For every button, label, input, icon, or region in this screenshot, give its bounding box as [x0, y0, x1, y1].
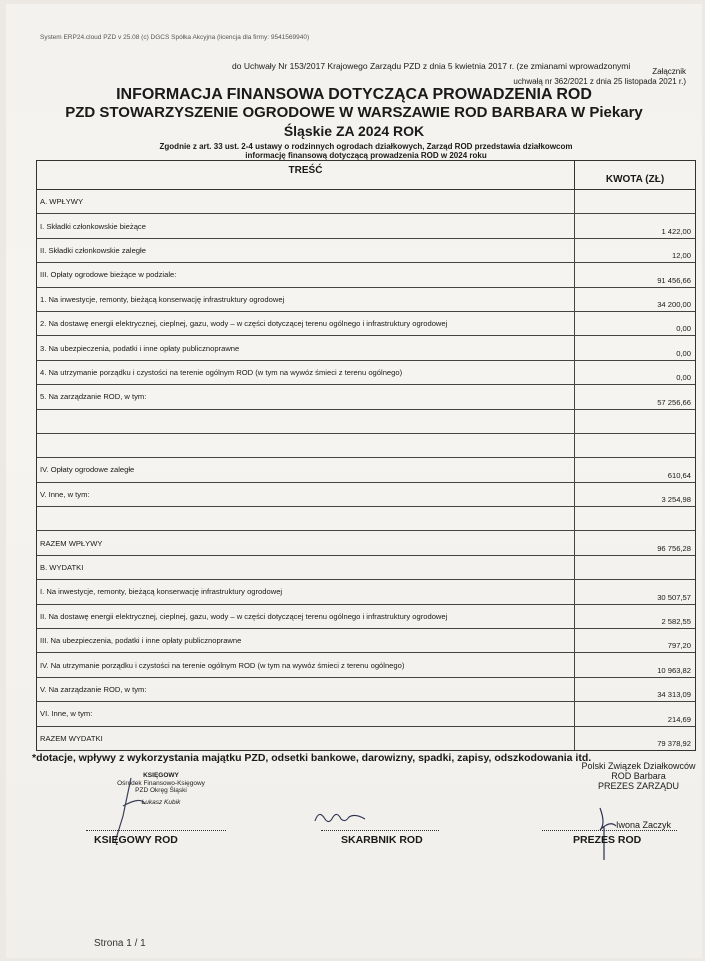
row-label — [37, 410, 575, 433]
table-row — [37, 361, 695, 385]
column-header-content: TREŚĆ — [37, 161, 575, 189]
row-amount — [575, 434, 695, 457]
system-line: System ERP24.cloud PZD v 25.08 (c) DGCS Spółka Akcyjna (licencja dla firmy: 9541569940) — [40, 34, 310, 41]
row-label: VI. Inne, w tym: — [37, 702, 575, 725]
row-label: B. WYDATKI — [37, 556, 575, 579]
finance-table — [36, 160, 696, 751]
treasurer-signature-line — [321, 830, 439, 832]
footnote: *dotacje, wpływy z wykorzystania majątku PZD, odsetki bankowe, darowizny, spadki, zapisy, odszkodowania itd. — [32, 752, 592, 764]
president-role: PREZES ROD — [573, 834, 642, 846]
table-row — [37, 239, 695, 263]
table-row — [37, 288, 695, 312]
row-amount: 91 456,66 — [657, 275, 691, 285]
table-row — [37, 263, 695, 287]
row-amount: 0,00 — [676, 324, 691, 334]
table-row — [37, 605, 695, 629]
stamp-line: PREZES ZARZĄDU — [597, 781, 679, 791]
row-amount: 10 963,82 — [657, 665, 691, 675]
row-amount: 96 756,28 — [657, 543, 691, 553]
table-row — [37, 727, 695, 750]
stamp-line: Łukasz Kubik — [141, 798, 181, 806]
accountant-role: KSIĘGOWY ROD — [94, 834, 178, 846]
treasurer-signature — [311, 807, 371, 829]
table-row — [37, 336, 695, 360]
treasurer-role: SKARBNIK ROD — [341, 834, 423, 846]
row-label: 4. Na utrzymanie porządku i czystości na terenie ogólnym ROD (w tym na wywóz śmieci z terenu ogólnego) — [37, 361, 575, 384]
row-label: 2. Na dostawę energii elektrycznej, cieplnej, gazu, wody – w części dotyczącej terenu ogólnego i infrastruktury ogrodowej — [37, 312, 575, 335]
row-amount: 2 582,55 — [661, 617, 691, 627]
president-signature-line — [542, 830, 677, 832]
row-label: I. Na inwestycje, remonty, bieżącą konserwację infrastruktury ogrodowej — [37, 580, 575, 603]
president-stamp — [566, 761, 705, 791]
row-label — [37, 507, 575, 530]
president-name: Iwona Zaczyk — [616, 820, 672, 830]
organization-title: PZD STOWARZYSZENIE OGRODOWE W WARSZAWIE ROD BARBARA W Piekary — [65, 104, 643, 121]
row-amount: 610,64 — [667, 470, 691, 480]
row-label: IV. Opłaty ogrodowe zaległe — [37, 458, 575, 481]
row-amount: 3 254,98 — [661, 495, 691, 505]
table-row — [37, 653, 695, 677]
table-row — [37, 556, 695, 580]
row-amount: 0,00 — [676, 348, 691, 358]
stamp-line: KSIĘGOWY — [143, 772, 179, 779]
row-amount: 12,00 — [671, 251, 691, 261]
row-amount: 30 507,57 — [657, 592, 691, 602]
row-label: RAZEM WPŁYWY — [37, 531, 575, 554]
table-row — [37, 458, 695, 482]
table-header — [37, 161, 695, 190]
intro-text — [86, 142, 646, 160]
table-row — [37, 507, 695, 531]
row-label: 1. Na inwestycje, remonty, bieżącą konserwację infrastruktury ogrodowej — [37, 288, 575, 311]
table-row — [37, 531, 695, 555]
row-label: 3. Na ubezpieczenia, podatki i inne opłaty publicznoprawne — [37, 336, 575, 359]
stamp-line: ROD Barbara — [611, 771, 666, 781]
document-page — [6, 4, 702, 958]
row-label — [37, 434, 575, 457]
row-label: A. WPŁYWY — [37, 190, 575, 213]
row-label: 5. Na zarządzanie ROD, w tym: — [37, 385, 575, 408]
row-amount — [575, 410, 695, 433]
row-label: V. Na zarządzanie ROD, w tym: — [37, 678, 575, 701]
page-number: Strona 1 / 1 — [94, 938, 146, 949]
table-row — [37, 190, 695, 214]
row-amount — [575, 507, 695, 530]
table-row — [37, 483, 695, 507]
accountant-signature-line — [86, 830, 226, 832]
intro-line-2: informację finansową dotyczącą prowadzenia ROD w 2024 roku — [245, 151, 487, 160]
stamp-line: PZD Okręg Śląski — [135, 787, 187, 794]
table-row — [37, 312, 695, 336]
resolution-line — [232, 61, 630, 71]
row-amount: 214,69 — [667, 714, 691, 724]
row-amount: 1 422,00 — [661, 226, 691, 236]
row-amount: 0,00 — [676, 373, 691, 383]
table-row — [37, 214, 695, 238]
annex-label: Załącznik — [652, 67, 686, 76]
row-label: II. Składki członkowskie zaległe — [37, 239, 575, 262]
row-amount: 34 200,00 — [657, 299, 691, 309]
table-row — [37, 385, 695, 409]
row-label: RAZEM WYDATKI — [37, 727, 575, 750]
row-label: IV. Na utrzymanie porządku i czystości na terenie ogólnym ROD (w tym na wywóz śmieci z terenu ogólnego) — [37, 653, 575, 676]
resolution-text: do Uchwały Nr 153/2017 Krajowego Zarządu PZD z dnia 5 kwietnia 2017 r. (ze zmianami wprowadzonymi — [232, 61, 631, 71]
document-title: INFORMACJA FINANSOWA DOTYCZĄCA PROWADZENIA ROD — [116, 86, 592, 103]
table-row — [37, 702, 695, 726]
table-body — [37, 190, 695, 750]
table-row — [37, 410, 695, 434]
table-row — [37, 678, 695, 702]
year-title: Śląskie ZA 2024 ROK — [283, 123, 425, 139]
row-label: V. Inne, w tym: — [37, 483, 575, 506]
row-amount: 797,20 — [667, 641, 691, 651]
intro-line-1: Zgodnie z art. 33 ust. 2-4 ustawy o rodzinnych ogrodach działkowych, Zarząd ROD przedstawia działkowcom — [159, 142, 573, 151]
column-header-amount: KWOTA (ZŁ) — [605, 174, 665, 185]
stamp-line: Ośrodek Finansowo-Księgowy — [117, 779, 205, 787]
row-label: III. Opłaty ogrodowe bieżące w podziale: — [37, 263, 575, 286]
table-row — [37, 629, 695, 653]
stamp-line: Polski Związek Działkowców — [581, 761, 696, 771]
row-amount — [575, 190, 695, 213]
row-label: III. Na ubezpieczenia, podatki i inne opłaty publicznoprawne — [37, 629, 575, 652]
table-row — [37, 580, 695, 604]
row-label: I. Składki członkowskie bieżące — [37, 214, 575, 237]
amendment-text: uchwałą nr 362/2021 z dnia 25 listopada 2021 r.) — [513, 77, 686, 86]
row-amount: 79 378,92 — [657, 738, 691, 748]
row-amount — [575, 556, 695, 579]
row-amount: 57 256,66 — [657, 397, 691, 407]
table-row — [37, 434, 695, 458]
row-amount: 34 313,09 — [657, 690, 691, 700]
row-label: II. Na dostawę energii elektrycznej, cieplnej, gazu, wody – w części dotyczącej terenu ogólnego i infrastruktury ogrodowej — [37, 605, 575, 628]
amendment-line — [326, 77, 686, 86]
